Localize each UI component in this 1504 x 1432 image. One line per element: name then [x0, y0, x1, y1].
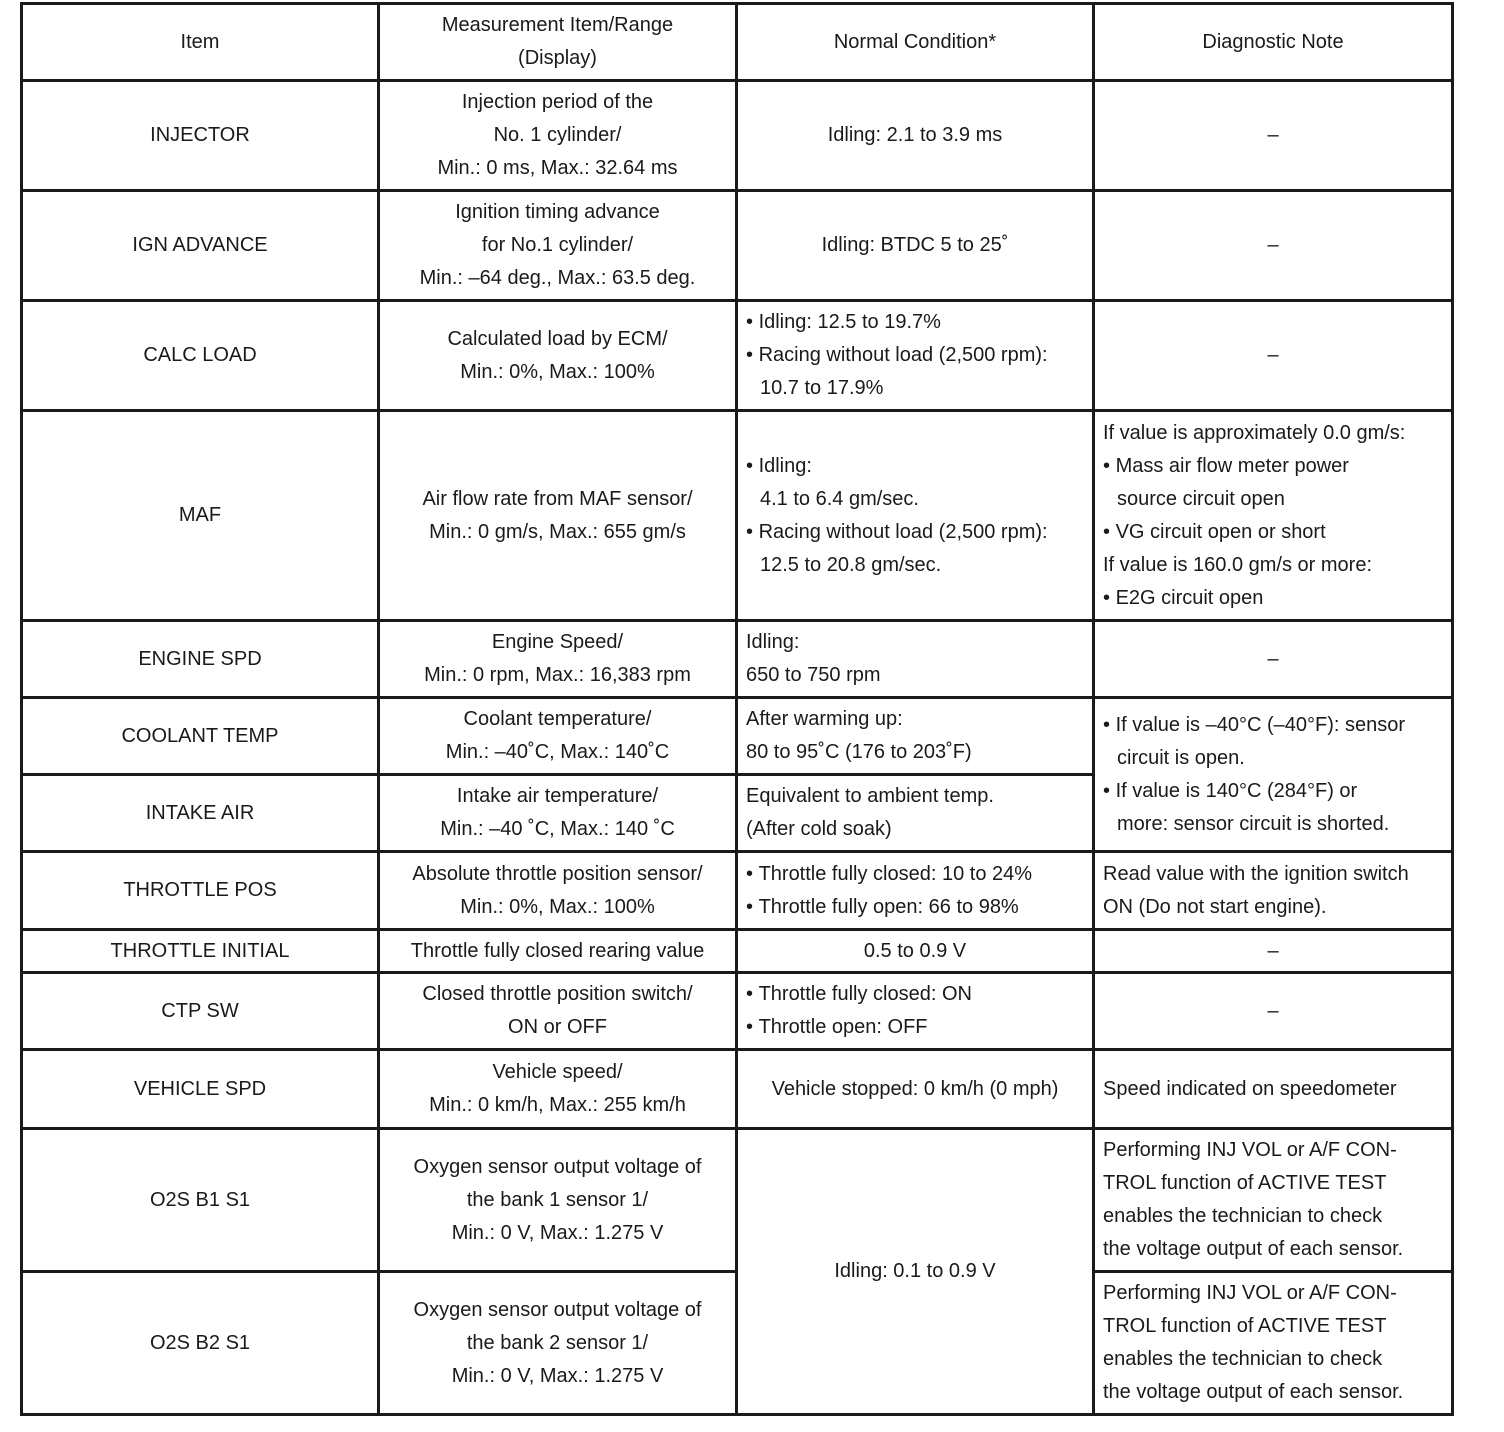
normal-condition-cell	[737, 411, 1094, 621]
measurement-cell: Oxygen sensor output voltage of the bank 1 sensor 1/ Min.: 0 V, Max.: 1.275 V	[379, 1129, 737, 1272]
normal-condition-cell: 0.5 to 0.9 V	[737, 930, 1094, 973]
bullet-with-continuation: • Racing without load (2,500 rpm): 12.5 to 20.8 gm/sec.	[746, 516, 1084, 582]
header-diagnostic-note: Diagnostic Note	[1094, 4, 1453, 81]
item-cell: THROTTLE INITIAL	[22, 930, 379, 973]
item-cell: INJECTOR	[22, 81, 379, 191]
diagnostic-note-cell: –	[1094, 191, 1453, 301]
header-normal-condition: Normal Condition*	[737, 4, 1094, 81]
item-cell: COOLANT TEMP	[22, 698, 379, 775]
item-cell: ENGINE SPD	[22, 621, 379, 698]
diagnostic-note-cell: –	[1094, 930, 1453, 973]
diagnostic-note-cell: Speed indicated on speedometer	[1094, 1050, 1453, 1129]
item-cell: CALC LOAD	[22, 301, 379, 411]
header-measurement: Measurement Item/Range (Display)	[379, 4, 737, 81]
table-row	[22, 973, 1453, 1050]
diagnostic-note-cell: Performing INJ VOL or A/F CON- TROL function of ACTIVE TEST enables the technician to check the voltage output of each sensor.	[1094, 1272, 1453, 1415]
normal-condition-cell: • Idling: 12.5 to 19.7% • Racing without load (2,500 rpm): 10.7 to 17.9%	[737, 301, 1094, 411]
diagnostic-note-cell: –	[1094, 301, 1453, 411]
normal-condition-cell: Idling: 0.1 to 0.9 V	[737, 1129, 1094, 1415]
diagnostic-note-cell	[1094, 698, 1453, 852]
table-row	[22, 191, 1453, 301]
item-cell: O2S B2 S1	[22, 1272, 379, 1415]
diagnostic-note-cell: If value is approximately 0.0 gm/s: • Mass air flow meter power source circuit open • VG circuit open or short If value is 160.0 gm/s or more: • E2G circuit open	[1094, 411, 1453, 621]
normal-condition-cell: Idling: 650 to 750 rpm	[737, 621, 1094, 698]
table-row	[22, 1129, 1453, 1272]
bullet-with-continuation: • Racing without load (2,500 rpm): 10.7 to 17.9%	[746, 339, 1084, 405]
diagnostic-note-cell: Read value with the ignition switch ON (Do not start engine).	[1094, 852, 1453, 930]
header-row	[22, 4, 1453, 81]
normal-condition-cell: Idling: BTDC 5 to 25˚	[737, 191, 1094, 301]
table-row	[22, 301, 1453, 411]
diagnostic-note-cell: Performing INJ VOL or A/F CON- TROL function of ACTIVE TEST enables the technician to check the voltage output of each sensor.	[1094, 1129, 1453, 1272]
bullet-with-continuation: • If value is –40°C (–40°F): sensor circuit is open.	[1103, 709, 1443, 775]
item-cell: VEHICLE SPD	[22, 1050, 379, 1129]
normal-condition-cell: Idling: 2.1 to 3.9 ms	[737, 81, 1094, 191]
item-cell: MAF	[22, 411, 379, 621]
table-row	[22, 411, 1453, 621]
measurement-cell: Air flow rate from MAF sensor/ Min.: 0 gm/s, Max.: 655 gm/s	[379, 411, 737, 621]
item-cell: IGN ADVANCE	[22, 191, 379, 301]
table-row	[22, 852, 1453, 930]
measurement-cell: Injection period of the No. 1 cylinder/ Min.: 0 ms, Max.: 32.64 ms	[379, 81, 737, 191]
normal-condition-cell: Vehicle stopped: 0 km/h (0 mph)	[737, 1050, 1094, 1129]
measurement-cell: Intake air temperature/ Min.: –40 ˚C, Max.: 140 ˚C	[379, 775, 737, 852]
item-cell: CTP SW	[22, 973, 379, 1050]
measurement-cell: Absolute throttle position sensor/ Min.: 0%, Max.: 100%	[379, 852, 737, 930]
data-list-table	[20, 2, 1454, 1416]
normal-condition-cell: Equivalent to ambient temp. (After cold soak)	[737, 775, 1094, 852]
measurement-cell: Calculated load by ECM/ Min.: 0%, Max.: 100%	[379, 301, 737, 411]
measurement-cell: Oxygen sensor output voltage of the bank 2 sensor 1/ Min.: 0 V, Max.: 1.275 V	[379, 1272, 737, 1415]
measurement-cell: Engine Speed/ Min.: 0 rpm, Max.: 16,383 rpm	[379, 621, 737, 698]
normal-condition-cell: • Throttle fully closed: ON • Throttle open: OFF	[737, 973, 1094, 1050]
diagnostic-note-cell: –	[1094, 973, 1453, 1050]
header-item: Item	[22, 4, 379, 81]
measurement-cell: Ignition timing advance for No.1 cylinder/ Min.: –64 deg., Max.: 63.5 deg.	[379, 191, 737, 301]
normal-condition-cell: After warming up: 80 to 95˚C (176 to 203˚F)	[737, 698, 1094, 775]
measurement-cell: Vehicle speed/ Min.: 0 km/h, Max.: 255 km/h	[379, 1050, 737, 1129]
table-row	[22, 81, 1453, 191]
item-cell: INTAKE AIR	[22, 775, 379, 852]
table-row	[22, 930, 1453, 973]
table-row	[22, 1050, 1453, 1129]
item-cell: O2S B1 S1	[22, 1129, 379, 1272]
measurement-cell: Throttle fully closed rearing value	[379, 930, 737, 973]
measurement-cell: Coolant temperature/ Min.: –40˚C, Max.: 140˚C	[379, 698, 737, 775]
table-row	[22, 698, 1453, 775]
table-row	[22, 621, 1453, 698]
bullet-with-continuation: • If value is 140°C (284°F) or more: sensor circuit is shorted.	[1103, 775, 1443, 841]
normal-condition-cell: • Throttle fully closed: 10 to 24% • Throttle fully open: 66 to 98%	[737, 852, 1094, 930]
diagnostic-note-cell: –	[1094, 81, 1453, 191]
diagnostic-note-cell: –	[1094, 621, 1453, 698]
measurement-cell: Closed throttle position switch/ ON or OFF	[379, 973, 737, 1050]
bullet-with-continuation: • Mass air flow meter power source circuit open	[1103, 450, 1443, 516]
item-cell: THROTTLE POS	[22, 852, 379, 930]
bullet-with-continuation: • Idling: 4.1 to 6.4 gm/sec.	[746, 450, 1084, 516]
